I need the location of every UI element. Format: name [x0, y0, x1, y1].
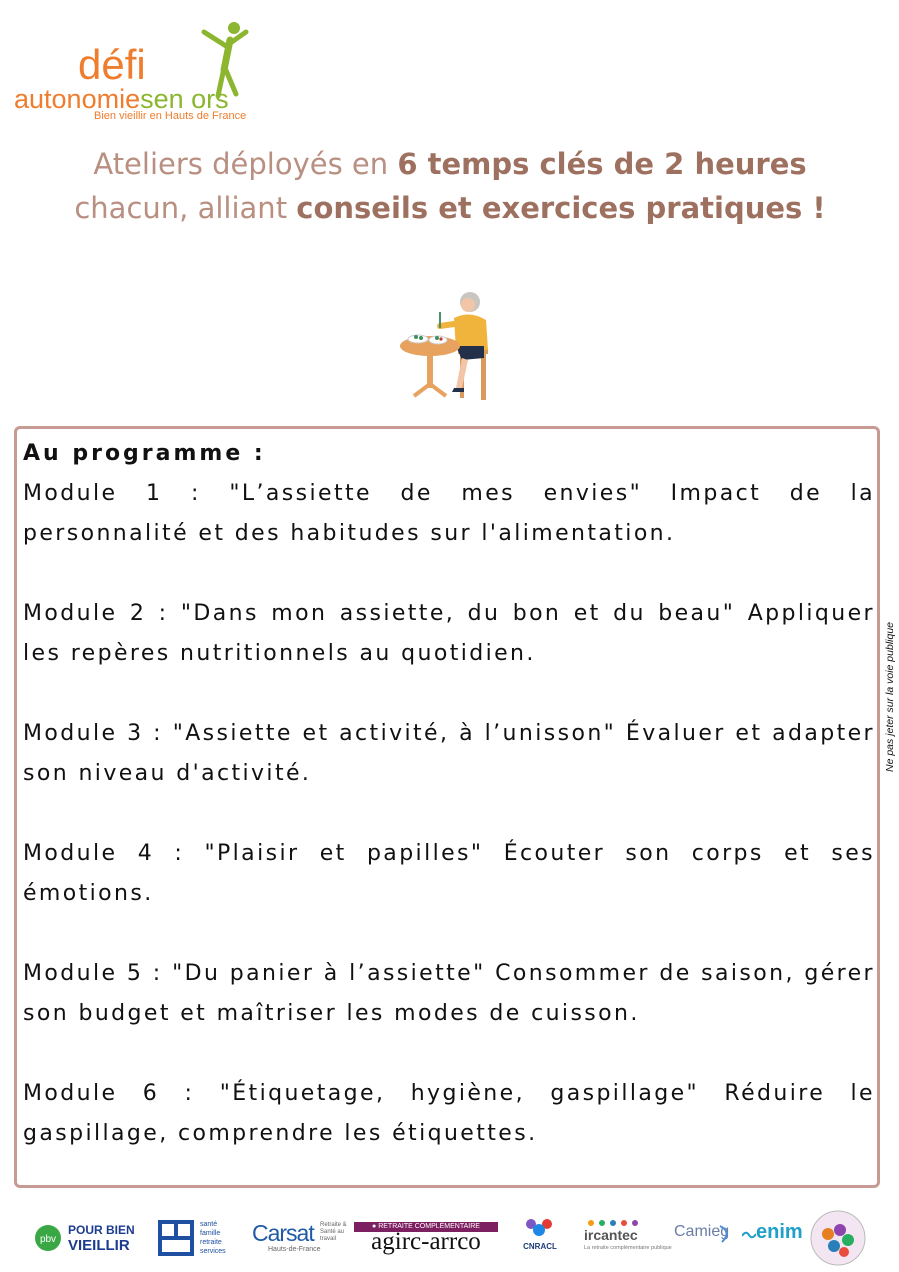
logo-word-defi: défi: [78, 41, 146, 88]
defi-autonomie-seniors-logo: [14, 18, 274, 126]
side-note-text: Ne pas jeter sur la voie publique: [884, 621, 896, 772]
logo-sen: sen: [140, 84, 184, 114]
headline-bold-2: conseils et exercices pratiques !: [296, 191, 826, 225]
carsat-text: Carsat: [252, 1220, 314, 1246]
centre-social-badge-icon: [810, 1210, 866, 1266]
module-4: Module 4 : "Plaisir et papilles" Écouter son corps et ses émotions.: [23, 841, 875, 906]
cnracl-icon: [522, 1216, 556, 1240]
senior-eating-illustration: [396, 288, 496, 403]
module-6: Module 6 : "Étiquetage, hygiène, gaspillage" Réduire le gaspillage, comprendre les étiquettes.: [23, 1081, 875, 1146]
camieg-logo: [674, 1210, 736, 1266]
msa-line-3: retraite: [200, 1239, 222, 1246]
enim-wave-icon: [742, 1230, 756, 1240]
enim-logo: [742, 1210, 803, 1266]
logo-autonomie: autonomie: [14, 84, 141, 114]
carsat-region: Hauts-de-France: [268, 1246, 321, 1253]
cnracl-text: CNRACL: [523, 1242, 557, 1251]
module-1: Module 1 : "L’assiette de mes envies" Impact de la personnalité et des habitudes sur l'alimentation.: [23, 481, 875, 546]
module-2: Module 2 : "Dans mon assiette, du bon et du beau" Appliquer les repères nutritionnels au quotidien.: [23, 601, 875, 666]
headline: [60, 142, 840, 230]
partner-logos: [34, 1210, 874, 1266]
program-title: Au programme :: [23, 441, 266, 466]
agirc-text: agirc-arrco: [371, 1228, 481, 1255]
msa-logo: [158, 1210, 238, 1266]
pbv-text-2: VIEILLIR: [68, 1237, 130, 1254]
logo-tagline: Bien vieillir en Hauts de France: [94, 110, 247, 122]
logo-ors: ors: [191, 84, 229, 114]
ircantec-logo: [582, 1210, 672, 1266]
msa-icon: [158, 1220, 194, 1256]
side-note: [884, 586, 898, 772]
msa-line-4: services: [200, 1248, 226, 1255]
msa-line-1: santé: [200, 1221, 218, 1228]
ircantec-text: ircantec: [584, 1227, 638, 1243]
module-3: Module 3 : "Assiette et activité, à l’unisson" Évaluer et adapter son niveau d'activité.: [23, 721, 875, 786]
enim-text: enim: [756, 1221, 803, 1243]
pbv-text-1: POUR BIEN: [68, 1223, 135, 1237]
carsat-sub: Retraite & Santé au travail: [320, 1222, 347, 1242]
carsat-logo: [252, 1210, 352, 1266]
program-content: [23, 434, 875, 1154]
camieg-text: Camieg: [674, 1223, 730, 1240]
module-5: Module 5 : "Du panier à l’assiette" Consommer de saison, gérer son budget et maîtriser les modes de cuisson.: [23, 961, 875, 1026]
cnracl-logo: [514, 1210, 566, 1266]
headline-bold-1: 6 temps clés de 2 heures: [397, 147, 807, 181]
camieg-swoosh-icon: [718, 1222, 734, 1244]
headline-part-2: chacun, alliant: [74, 191, 297, 225]
pour-bien-vieillir-logo: [34, 1210, 149, 1266]
pbv-icon: [34, 1224, 62, 1252]
logo-word-autonomie-seniors: [14, 86, 229, 113]
agirc-banner: ● RETRAITE COMPLÉMENTAIRE: [354, 1222, 498, 1232]
svg-text:pbv: pbv: [39, 1234, 57, 1245]
agirc-arrco-logo: [354, 1210, 498, 1266]
msa-line-2: famille: [200, 1230, 221, 1237]
ircantec-sub: La retraite complémentaire publique: [584, 1245, 672, 1251]
headline-part-1: Ateliers déployés en: [93, 147, 398, 181]
